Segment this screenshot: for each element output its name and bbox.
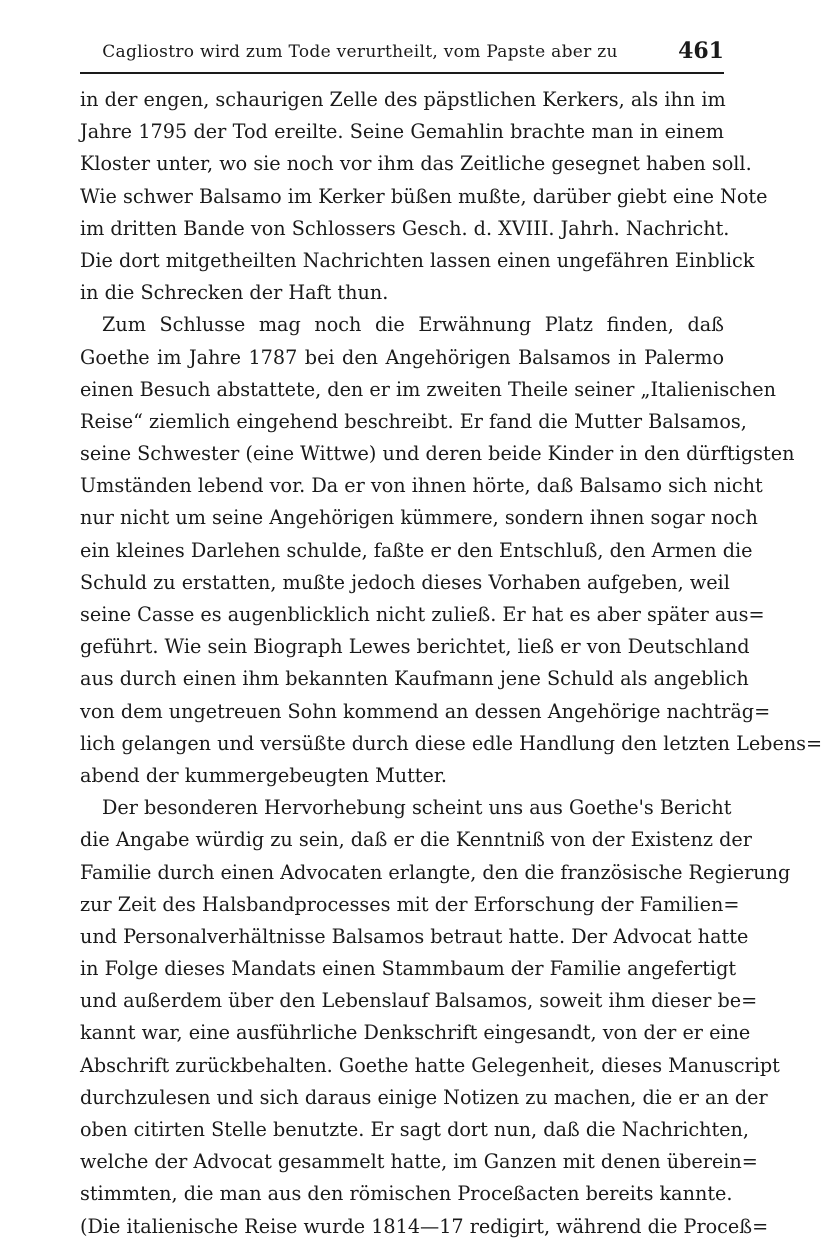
text-line: kannt war, eine ausführliche Denkschrift eingesandt, von der er eine bbox=[80, 1021, 751, 1045]
text-line: Der besonderen Hervorhebung scheint uns aus Goethe's Bericht bbox=[102, 796, 732, 820]
text-line: und außerdem über den Lebenslauf Balsamos, soweit ihm dieser be= bbox=[80, 989, 758, 1013]
body-text bbox=[80, 84, 822, 1243]
text-line: (Die italienische Reise wurde 1814—17 redigirt, während die Proceß= bbox=[80, 1214, 769, 1238]
text-line: stimmten, die man aus den römischen Proceßacten bereits kannte. bbox=[80, 1182, 733, 1206]
text-line: Abschrift zurückbehalten. Goethe hatte Gelegenheit, dieses Manuscript bbox=[80, 1053, 780, 1077]
text-line: lich gelangen und versüßte durch diese edle Handlung den letzten Lebens= bbox=[80, 731, 822, 755]
text-line: abend der kummergebeugten Mutter. bbox=[80, 763, 448, 787]
text-line: von dem ungetreuen Sohn kommend an dessen Angehörige nachträg= bbox=[80, 699, 771, 723]
text-line: einen Besuch abstattete, den er im zweiten Theile seiner „Italienischen bbox=[80, 377, 776, 401]
text-line: die Angabe würdig zu sein, daß er die Kenntniß von der Existenz der bbox=[80, 828, 752, 852]
text-line: in die Schrecken der Haft thun. bbox=[80, 281, 389, 305]
text-line: geführt. Wie sein Biograph Lewes berichtet, ließ er von Deutschland bbox=[80, 635, 750, 659]
text-line: und Personalverhältnisse Balsamos betraut hatte. Der Advocat hatte bbox=[80, 924, 749, 948]
text-line: seine Schwester (eine Wittwe) und deren beide Kinder in den dürftigsten bbox=[80, 442, 795, 466]
text-line: welche der Advocat gesammelt hatte, im Ganzen mit denen überein= bbox=[80, 1150, 758, 1174]
text-line: Wie schwer Balsamo im Kerker büßen mußte, darüber giebt eine Note bbox=[80, 184, 768, 208]
text-line: im dritten Bande von Schlossers Gesch. d. XVIII. Jahrh. Nachricht. bbox=[80, 216, 730, 240]
text-line: Jahre 1795 der Tod ereilte. Seine Gemahlin brachte man in einem bbox=[80, 120, 724, 144]
text-line: nur nicht um seine Angehörigen kümmere, sondern ihnen sogar noch bbox=[80, 506, 758, 530]
text-line: Kloster unter, wo sie noch vor ihm das Zeitliche gesegnet haben soll. bbox=[80, 152, 752, 176]
running-head: Cagliostro wird zum Tode verurtheilt, vom Papste aber zu bbox=[102, 42, 618, 62]
page-header bbox=[80, 36, 724, 68]
text-line: in Folge dieses Mandats einen Stammbaum der Familie angefertigt bbox=[80, 957, 737, 981]
text-line: seine Casse es augenblicklich nicht zuließ. Er hat es aber später aus= bbox=[80, 603, 765, 626]
text-line: Goethe im Jahre 1787 bei den Angehörigen Balsamos in Palermo bbox=[80, 345, 724, 369]
text-line: in der engen, schaurigen Zelle des päpstlichen Kerkers, als ihn im bbox=[80, 88, 726, 111]
text-line: Umständen lebend vor. Da er von ihnen hörte, daß Balsamo sich nicht bbox=[80, 474, 763, 498]
text-line: aus durch einen ihm bekannten Kaufmann jene Schuld als angeblich bbox=[80, 667, 749, 691]
text-line: Familie durch einen Advocaten erlangte, den die französische Regierung bbox=[80, 860, 791, 884]
text-line: ein kleines Darlehen schulde, faßte er den Entschluß, den Armen die bbox=[80, 538, 753, 562]
text-line: durchzulesen und sich daraus einige Notizen zu machen, die er an der bbox=[80, 1085, 768, 1109]
header-rule bbox=[80, 72, 724, 74]
text-line: zur Zeit des Halsbandprocesses mit der Erforschung der Familien= bbox=[80, 892, 740, 916]
page-number: 461 bbox=[678, 38, 724, 64]
text-line: oben citirten Stelle benutzte. Er sagt dort nun, daß die Nachrichten, bbox=[80, 1118, 749, 1141]
text-line: Die dort mitgetheilten Nachrichten lassen einen ungefähren Einblick bbox=[80, 248, 755, 272]
text-line: Schuld zu erstatten, mußte jedoch dieses Vorhaben aufgeben, weil bbox=[80, 570, 730, 594]
text-line: Reise“ ziemlich eingehend beschreibt. Er fand die Mutter Balsamos, bbox=[80, 409, 747, 433]
text-line: Zum Schlusse mag noch die Erwähnung Platz finden, daß bbox=[102, 313, 724, 337]
